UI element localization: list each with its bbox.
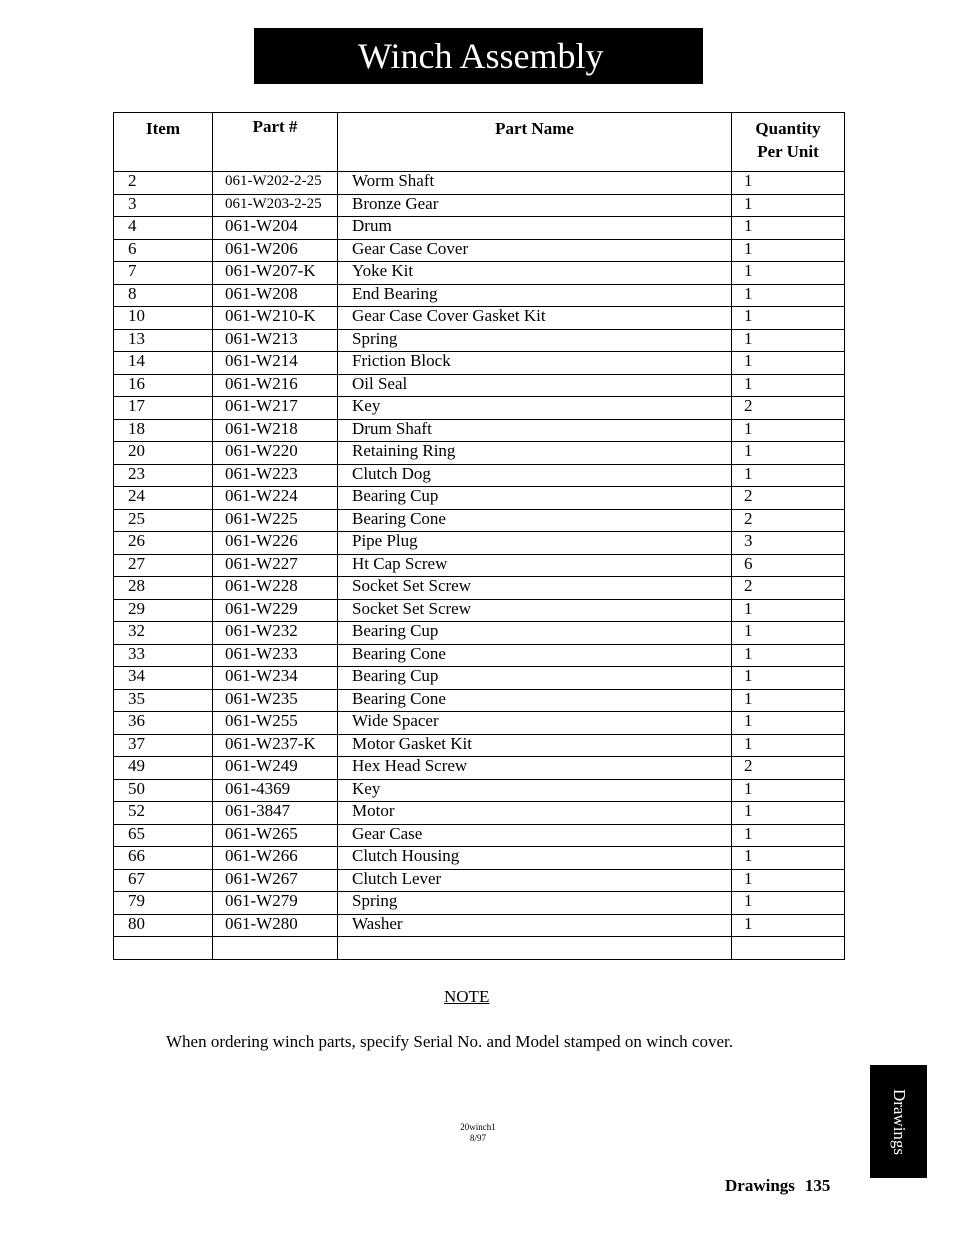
cell-part-name: Worm Shaft xyxy=(338,172,732,195)
cell-part-number: 061-W226 xyxy=(213,532,338,555)
cell-part-number: 061-W202-2-25 xyxy=(213,172,338,195)
header-item: Item xyxy=(114,113,213,172)
table-row xyxy=(114,487,845,510)
cell-item: 26 xyxy=(114,532,213,555)
cell-quantity: 1 xyxy=(732,599,845,622)
cell-quantity: 1 xyxy=(732,914,845,937)
cell-item: 34 xyxy=(114,667,213,690)
cell-part-number: 061-W204 xyxy=(213,217,338,240)
table-row xyxy=(114,239,845,262)
cell-quantity: 1 xyxy=(732,824,845,847)
table-row xyxy=(114,667,845,690)
table-row xyxy=(114,734,845,757)
cell-quantity: 1 xyxy=(732,307,845,330)
table-row xyxy=(114,397,845,420)
cell-part-name: Drum Shaft xyxy=(338,419,732,442)
cell-part-number: 061-W229 xyxy=(213,599,338,622)
cell-part-name: Bronze Gear xyxy=(338,194,732,217)
cell-part-name: Retaining Ring xyxy=(338,442,732,465)
cell-part-name: Bearing Cone xyxy=(338,644,732,667)
cell-item: 67 xyxy=(114,869,213,892)
table-row xyxy=(114,464,845,487)
table-row xyxy=(114,172,845,195)
table-row xyxy=(114,419,845,442)
table-row xyxy=(114,284,845,307)
cell-quantity: 1 xyxy=(732,329,845,352)
cell-quantity: 2 xyxy=(732,487,845,510)
cell-quantity: 1 xyxy=(732,869,845,892)
cell-part-number: 061-W234 xyxy=(213,667,338,690)
cell-item: 16 xyxy=(114,374,213,397)
note-text: When ordering winch parts, specify Serial No. and Model stamped on winch cover. xyxy=(166,1032,733,1051)
cell-part-name: Clutch Housing xyxy=(338,847,732,870)
table-row xyxy=(114,779,845,802)
cell-part-name: Clutch Lever xyxy=(338,869,732,892)
cell-part-number: 061-W225 xyxy=(213,509,338,532)
cell-part-name: Bearing Cone xyxy=(338,689,732,712)
cell-quantity: 1 xyxy=(732,847,845,870)
table-row xyxy=(114,712,845,735)
cell-part-number: 061-W279 xyxy=(213,892,338,915)
cell-part-number: 061-W235 xyxy=(213,689,338,712)
cell-part-number: 061-4369 xyxy=(213,779,338,802)
cell-part-name: Socket Set Screw xyxy=(338,577,732,600)
table-row xyxy=(114,892,845,915)
cell-part-number: 061-W223 xyxy=(213,464,338,487)
table-row xyxy=(114,802,845,825)
cell-item: 8 xyxy=(114,284,213,307)
page-number: 135 xyxy=(804,1176,831,1195)
cell-part-number: 061-W228 xyxy=(213,577,338,600)
cell-quantity: 1 xyxy=(732,667,845,690)
cell-part-number: 061-W208 xyxy=(213,284,338,307)
table-row xyxy=(114,869,845,892)
cell-item: 24 xyxy=(114,487,213,510)
cell-item: 20 xyxy=(114,442,213,465)
cell-part-number: 061-W206 xyxy=(213,239,338,262)
cell-part-name: Key xyxy=(338,779,732,802)
cell-part-name: Bearing Cup xyxy=(338,622,732,645)
cell-part-number: 061-W203-2-25 xyxy=(213,194,338,217)
cell-quantity: 1 xyxy=(732,284,845,307)
cell-part-number: 061-W227 xyxy=(213,554,338,577)
cell-part-number: 061-W255 xyxy=(213,712,338,735)
cell-part-number: 061-W218 xyxy=(213,419,338,442)
cell-part-name: Gear Case Cover Gasket Kit xyxy=(338,307,732,330)
section-side-tab xyxy=(870,1065,927,1178)
cell-item: 37 xyxy=(114,734,213,757)
note-heading: NOTE xyxy=(444,987,490,1006)
cell-part-number: 061-W267 xyxy=(213,869,338,892)
cell-part-number: 061-W207-K xyxy=(213,262,338,285)
cell-part-name: Key xyxy=(338,397,732,420)
cell-quantity: 6 xyxy=(732,554,845,577)
cell-quantity: 1 xyxy=(732,779,845,802)
cell-quantity: 1 xyxy=(732,352,845,375)
cell-quantity: 3 xyxy=(732,532,845,555)
cell-item: 25 xyxy=(114,509,213,532)
cell-part-name: Bearing Cone xyxy=(338,509,732,532)
cell-part-number: 061-W249 xyxy=(213,757,338,780)
cell-part-name: Hex Head Screw xyxy=(338,757,732,780)
cell-item: 36 xyxy=(114,712,213,735)
cell-part-number: 061-3847 xyxy=(213,802,338,825)
cell-item: 6 xyxy=(114,239,213,262)
cell-quantity: 1 xyxy=(732,802,845,825)
table-row xyxy=(114,824,845,847)
cell-item: 52 xyxy=(114,802,213,825)
cell-part-number: 061-W213 xyxy=(213,329,338,352)
cell-part-name xyxy=(338,937,732,960)
header-quantity xyxy=(732,113,845,172)
cell-part-name: Motor Gasket Kit xyxy=(338,734,732,757)
cell-part-number: 061-W210-K xyxy=(213,307,338,330)
cell-item: 49 xyxy=(114,757,213,780)
cell-item: 13 xyxy=(114,329,213,352)
table-row xyxy=(114,914,845,937)
cell-quantity xyxy=(732,937,845,960)
cell-part-name: Gear Case xyxy=(338,824,732,847)
cell-quantity: 1 xyxy=(732,464,845,487)
cell-part-number: 061-W266 xyxy=(213,847,338,870)
cell-quantity: 2 xyxy=(732,509,845,532)
cell-part-name: Clutch Dog xyxy=(338,464,732,487)
cell-part-name: Washer xyxy=(338,914,732,937)
cell-item: 7 xyxy=(114,262,213,285)
cell-quantity: 1 xyxy=(732,734,845,757)
table-row xyxy=(114,442,845,465)
table-row xyxy=(114,532,845,555)
cell-part-name: Wide Spacer xyxy=(338,712,732,735)
cell-part-name: Friction Block xyxy=(338,352,732,375)
table-row xyxy=(114,217,845,240)
cell-quantity: 1 xyxy=(732,419,845,442)
cell-quantity: 2 xyxy=(732,577,845,600)
cell-item: 18 xyxy=(114,419,213,442)
cell-quantity: 1 xyxy=(732,239,845,262)
cell-part-number: 061-W224 xyxy=(213,487,338,510)
cell-quantity: 2 xyxy=(732,757,845,780)
table-row xyxy=(114,307,845,330)
cell-quantity: 1 xyxy=(732,374,845,397)
cell-quantity: 1 xyxy=(732,194,845,217)
footer-section: Drawings xyxy=(725,1176,795,1195)
parts-table xyxy=(113,112,845,960)
table-row xyxy=(114,644,845,667)
table-row xyxy=(114,937,845,960)
cell-part-number: 061-W216 xyxy=(213,374,338,397)
cell-part-number: 061-W233 xyxy=(213,644,338,667)
cell-part-name: Motor xyxy=(338,802,732,825)
cell-item: 4 xyxy=(114,217,213,240)
cell-item: 50 xyxy=(114,779,213,802)
header-quantity-line1: Quantity xyxy=(755,119,821,138)
cell-item: 35 xyxy=(114,689,213,712)
cell-part-number: 061-W237-K xyxy=(213,734,338,757)
cell-part-number: 061-W265 xyxy=(213,824,338,847)
cell-item: 27 xyxy=(114,554,213,577)
cell-part-number: 061-W220 xyxy=(213,442,338,465)
cell-quantity: 2 xyxy=(732,397,845,420)
header-part-name: Part Name xyxy=(338,113,732,172)
cell-part-name: Bearing Cup xyxy=(338,667,732,690)
cell-quantity: 1 xyxy=(732,712,845,735)
cell-item: 32 xyxy=(114,622,213,645)
table-header-row xyxy=(114,113,845,172)
cell-quantity: 1 xyxy=(732,217,845,240)
cell-part-name: Spring xyxy=(338,892,732,915)
cell-item: 14 xyxy=(114,352,213,375)
table-row xyxy=(114,577,845,600)
cell-part-name: Socket Set Screw xyxy=(338,599,732,622)
cell-item: 28 xyxy=(114,577,213,600)
table-row xyxy=(114,847,845,870)
cell-quantity: 1 xyxy=(732,892,845,915)
cell-part-name: Gear Case Cover xyxy=(338,239,732,262)
table-row xyxy=(114,262,845,285)
document-code-date: 8/97 xyxy=(469,1133,486,1143)
cell-quantity: 1 xyxy=(732,622,845,645)
cell-item: 2 xyxy=(114,172,213,195)
cell-part-number xyxy=(213,937,338,960)
side-tab-label: Drawings xyxy=(889,1088,909,1155)
page-footer xyxy=(725,1176,830,1196)
cell-part-name: Oil Seal xyxy=(338,374,732,397)
cell-part-name: Bearing Cup xyxy=(338,487,732,510)
cell-quantity: 1 xyxy=(732,172,845,195)
cell-part-name: Spring xyxy=(338,329,732,352)
document-code-id: 20winch1 xyxy=(460,1122,496,1132)
table-row xyxy=(114,509,845,532)
cell-quantity: 1 xyxy=(732,262,845,285)
cell-quantity: 1 xyxy=(732,644,845,667)
document-code xyxy=(440,1122,516,1144)
header-part-number: Part # xyxy=(213,113,338,172)
cell-quantity: 1 xyxy=(732,689,845,712)
header-quantity-line2: Per Unit xyxy=(757,142,819,161)
cell-item: 3 xyxy=(114,194,213,217)
cell-item: 29 xyxy=(114,599,213,622)
page-title: Winch Assembly xyxy=(254,28,703,84)
cell-part-name: Ht Cap Screw xyxy=(338,554,732,577)
table-row xyxy=(114,622,845,645)
table-row xyxy=(114,689,845,712)
cell-part-number: 061-W232 xyxy=(213,622,338,645)
table-row xyxy=(114,194,845,217)
cell-part-name: Drum xyxy=(338,217,732,240)
cell-item: 80 xyxy=(114,914,213,937)
cell-item: 17 xyxy=(114,397,213,420)
table-row xyxy=(114,554,845,577)
cell-item xyxy=(114,937,213,960)
table-row xyxy=(114,757,845,780)
cell-part-number: 061-W214 xyxy=(213,352,338,375)
cell-part-number: 061-W217 xyxy=(213,397,338,420)
cell-item: 33 xyxy=(114,644,213,667)
table-row xyxy=(114,352,845,375)
cell-part-number: 061-W280 xyxy=(213,914,338,937)
cell-item: 65 xyxy=(114,824,213,847)
cell-quantity: 1 xyxy=(732,442,845,465)
cell-item: 23 xyxy=(114,464,213,487)
cell-part-name: Pipe Plug xyxy=(338,532,732,555)
cell-part-name: Yoke Kit xyxy=(338,262,732,285)
cell-item: 10 xyxy=(114,307,213,330)
cell-item: 79 xyxy=(114,892,213,915)
cell-item: 66 xyxy=(114,847,213,870)
table-row xyxy=(114,374,845,397)
table-row xyxy=(114,329,845,352)
table-row xyxy=(114,599,845,622)
cell-part-name: End Bearing xyxy=(338,284,732,307)
